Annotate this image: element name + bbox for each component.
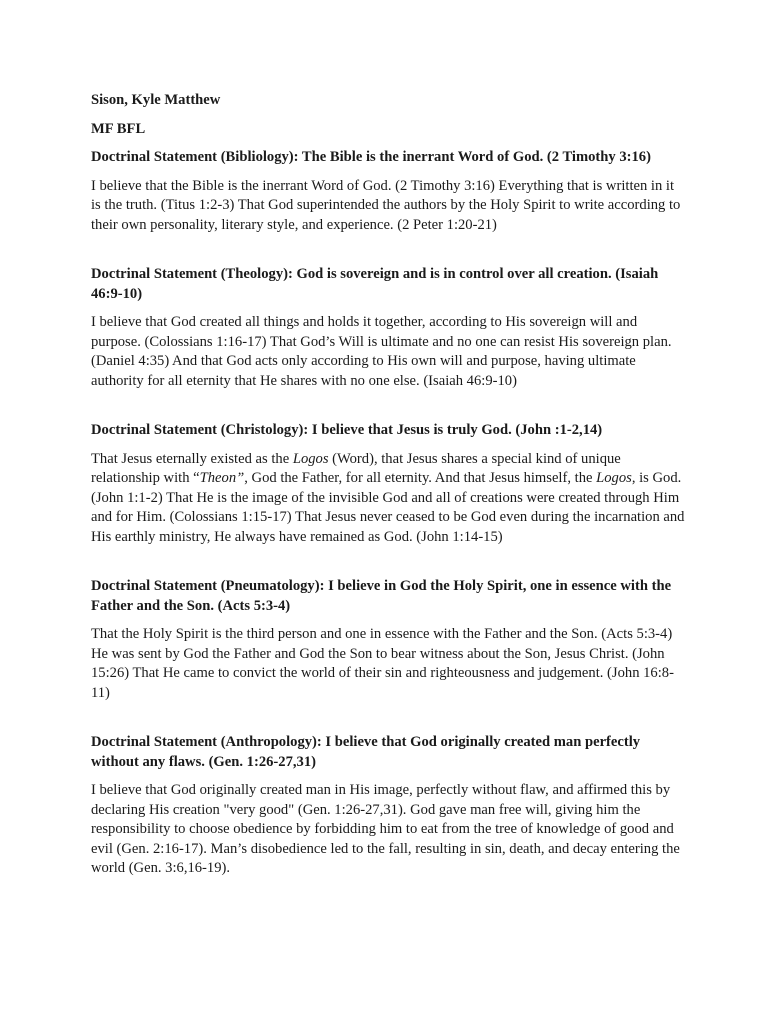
section-heading: Doctrinal Statement (Bibliology): The Bible is the inerrant Word of God. (2 Timothy 3:16) (91, 149, 651, 165)
body-text-run: (Word), that Jesus shares a special kind of unique relationship with “ (91, 450, 621, 486)
section-theology (91, 265, 686, 391)
body-italic-term: Theon” (199, 470, 245, 486)
section-body: I believe that God created all things and holds it together, according to His sovereign will and purpose. (Colossians 1:16-17) That God’s Will is ultimate and no one can resist His sovereign plan. (Daniel 4:35) And that God acts only according to His own will and purpose, having ultimate authority for all eternity that He shares with no one else. (Isaiah 46:9-10) (91, 314, 672, 389)
section-heading: Doctrinal Statement (Theology): God is sovereign and is in control over all creation. (Isaiah 46:9-10) (91, 266, 659, 302)
section-heading: Doctrinal Statement (Pneumatology): I believe in God the Holy Spirit, one in essence with the Father and the Son. (Acts 5:3-4) (91, 578, 672, 614)
section-heading: Doctrinal Statement (Anthropology): I believe that God originally created man perfectly without any flaws. (Gen. 1:26-27,31) (91, 734, 641, 770)
section-bibliology (91, 148, 686, 235)
section-christology (91, 421, 686, 547)
section-body (91, 450, 686, 548)
section-anthropology (91, 733, 686, 879)
body-text-run: , is God. (John 1:1-2) That He is the image of the invisible God and all of creations were created through Him and for Him. (Colossians 1:15-17) That Jesus never ceased to be God even during the incarnation and His earthly ministry, He always have remained as God. (John 1:14-15) (91, 470, 685, 545)
section-body: That the Holy Spirit is the third person and one in essence with the Father and the Son. (Acts 5:3-4) He was sent by God the Father and God the Son to bear witness about the Son, Jesus Christ. (John 15:26) That He came to convict the world of their sin and righteousness and judgement. (John 16:8-11) (91, 626, 674, 701)
document-page (91, 91, 686, 879)
body-italic-term: Logos (292, 450, 329, 467)
body-text-run: That Jesus eternally existed as the (91, 450, 293, 467)
section-heading: Doctrinal Statement (Christology): I believe that Jesus is truly God. (John :1-2,14) (91, 422, 603, 438)
body-italic-term: Logos (596, 470, 632, 486)
section-pneumatology (91, 577, 686, 703)
course-code: MF BFL (91, 120, 146, 137)
body-text-run: , God the Father, for all eternity. And that Jesus himself, the (244, 470, 597, 486)
section-body: I believe that the Bible is the inerrant Word of God. (2 Timothy 3:16) Everything that is written in it is the truth. (Titus 1:2-3) That God superintended the authors by the Holy Spirit to write according to their own personality, literary style, and experience. (2 Peter 1:20-21) (91, 177, 681, 233)
section-body: I believe that God originally created man in His image, perfectly without flaw, and affirmed this by declaring His creation "very good" (Gen. 1:26-27,31). God gave man free will, giving him the responsibility to choose obedience by forbidding him to eat from the tree of knowledge of good and evil (Gen. 2:16-17). Man’s disobedience led to the fall, resulting in sin, death, and decay entering the world (Gen. 3:6,16-19). (91, 782, 680, 876)
author-name: Sison, Kyle Matthew (91, 92, 221, 108)
